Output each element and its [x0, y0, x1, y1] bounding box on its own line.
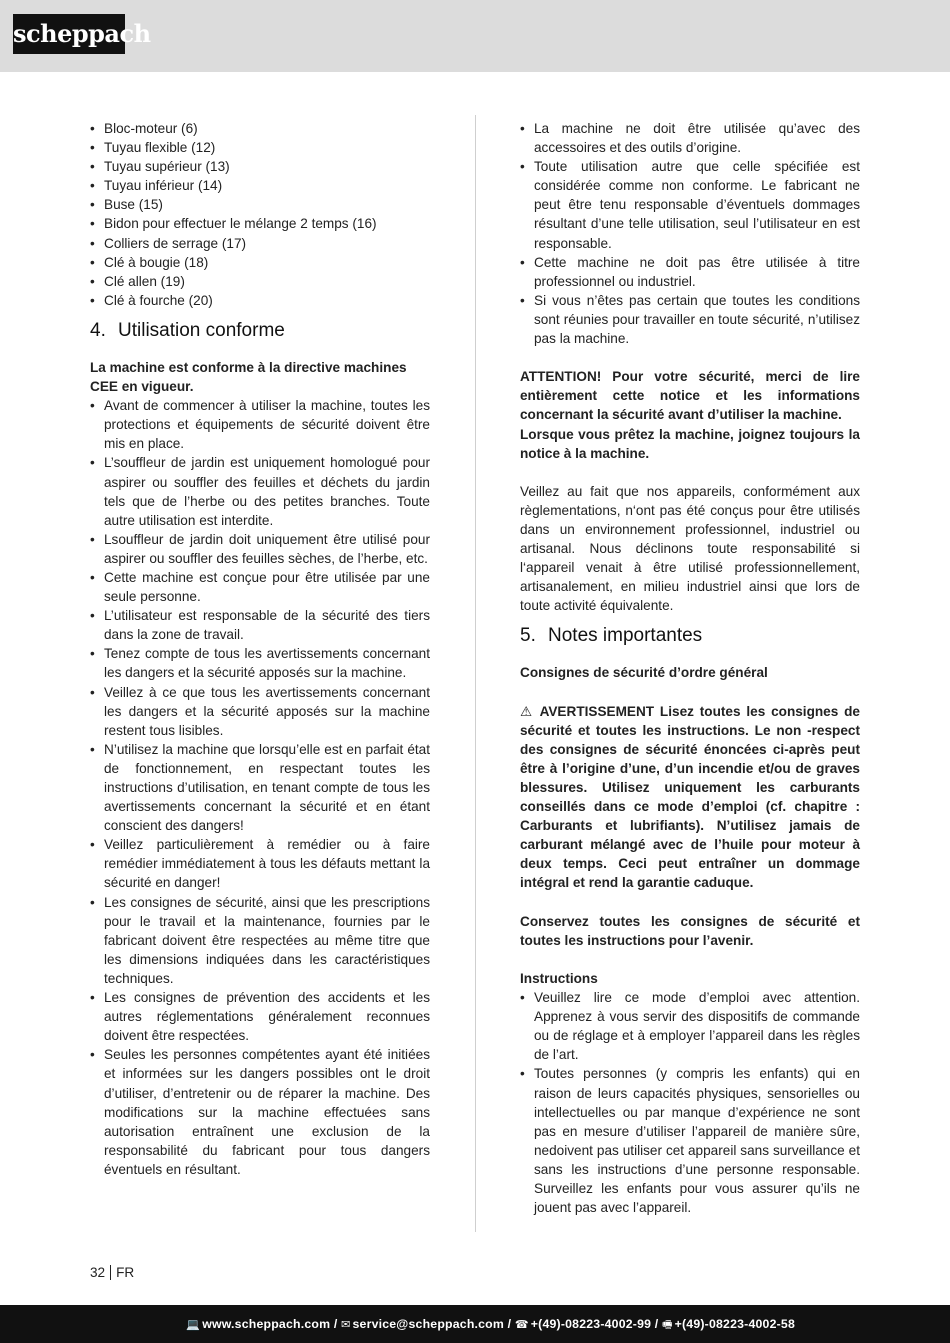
right-column	[520, 119, 860, 1217]
list-item: • Tuyau inférieur (14)	[90, 176, 430, 195]
usage-bullets	[90, 396, 430, 1179]
list-item: • Bidon pour effectuer le mélange 2 temps (16)	[90, 214, 430, 233]
list-item: • Lsouffleur de jardin doit uniquement être utilisé pour aspirer ou souffler des feuilles sèches, de l’herbe, etc.	[90, 530, 430, 568]
left-column	[90, 119, 430, 1179]
warning-icon: ⚠	[520, 703, 535, 719]
lend-notice: Lorsque vous prêtez la machine, joignez toujours la notice à la machine.	[520, 426, 860, 461]
warning-text: AVERTISSEMENT Lisez toutes les consignes de sécurité et toutes les instructions. Le non -respect des consignes de sécurité énoncées ci-après peut être à l’origine d’une, d’un incendie et/ou de graves blessures. Utilisez uniquement les carburants conseillés dans ce mode d’emploi (cf. chapitre : Carburants et lubrifiants). N’utilisez jamais de carburant mélangé avec de l’huile pour moteur à deux temps. Ceci peut entraîner un dommage intégral et rend la garantie caduque.	[520, 703, 860, 891]
professional-use-paragraph: Veillez au fait que nos appareils, conformément aux règlementations, n‘ont pas été conçus pour être utilisés dans un environnement professionnel, industriel ou artisanal. Nous déclinons toute responsabilité si l‘appareil venait à être utilisé professionnellement, artisanalement, en milieu industriel ainsi que lors de toute activité équivalente.	[520, 483, 860, 614]
keep-instructions-notice: Conservez toutes les consignes de sécurité et toutes les instructions pour l’avenir.	[520, 913, 860, 948]
page-header	[0, 0, 950, 72]
list-item: • L’souffleur de jardin est uniquement homologué pour aspirer ou souffler des feuilles et déchets du jardin tels que de l’herbe ou des petites branches. Toute autre utilisation est interdite.	[90, 453, 430, 529]
fax-icon: 🖷	[662, 1319, 673, 1331]
list-item: • N’utilisez la machine que lorsqu’elle est en parfait état de fonctionnement, en respectant toutes les instructions d’utilisation, en tenant compte de tous les avertissements concernant la sécurité et en étant conscient des dangers!	[90, 740, 430, 835]
section-4-title: Utilisation conforme	[118, 319, 285, 341]
usage-bullets-continued	[520, 119, 860, 348]
contact-line	[186, 1316, 795, 1335]
list-item: • Seules les personnes compétentes ayant été initiées et informées sur les dangers possibles ont le droit d’utiliser, d’entretenir ou de réparer la machine. Des modifications sur la machine effectuées sans autorisation entraînent une exclusion de la responsabilité du fabricant pour tous dangers éventuels en résultant.	[90, 1045, 430, 1179]
list-item: • Veillez particulièrement à remédier ou à faire remédier immédiatement à tous les défauts mettant la sécurité en danger!	[90, 835, 430, 892]
list-item: • Colliers de serrage (17)	[90, 234, 430, 253]
fax-number: +(49)-08223-4002-58	[674, 1317, 795, 1331]
list-item: • Bloc-moteur (6)	[90, 119, 430, 138]
list-item: • Tenez compte de tous les avertissements concernant les dangers et la sécurité apposés sur la machine.	[90, 644, 430, 682]
list-item: • Veillez à ce que tous les avertissements concernant les dangers et la sécurité apposés sur la machine restent tous lisibles.	[90, 683, 430, 740]
column-divider	[475, 115, 476, 1232]
list-item: • Tuyau flexible (12)	[90, 138, 430, 157]
list-item: • Clé à bougie (18)	[90, 253, 430, 272]
list-item: • Cette machine est conçue pour être utilisée par une seule personne.	[90, 568, 430, 606]
section-4-number: 4.	[90, 319, 106, 341]
list-item: • Avant de commencer à utiliser la machine, toutes les protections et équipements de sécurité doivent être mis en place.	[90, 396, 430, 453]
list-item: • Clé à fourche (20)	[90, 291, 430, 310]
computer-icon: 💻	[186, 1319, 201, 1331]
section-5-title: Notes importantes	[548, 625, 703, 647]
page-number: 32 FR	[90, 1265, 135, 1280]
section-4-heading	[90, 319, 430, 343]
list-item: • Les consignes de sécurité, ainsi que les prescriptions pour le travail et la maintenance, fournies par le fabricant doivent être respectées au même titre que les dimensions indiquées dans les caractéristiques techniques.	[90, 893, 430, 988]
list-item: • Buse (15)	[90, 195, 430, 214]
list-item: • Clé allen (19)	[90, 272, 430, 291]
language-code: FR	[116, 1265, 135, 1280]
list-item: • Si vous n’êtes pas certain que toutes les conditions sont réunies pour travailler en toute sécurité, n’utilisez pas la machine.	[520, 291, 860, 348]
list-item: • Toutes personnes (y compris les enfants) qui en raison de leurs capacités physiques, sensorielles ou intellectuelles ou par manque d’expérience ne sont pas en mesure d’utiliser l’appareil de manière sûre, nedoivent pas utiliser cet appareil sans surveillance et sans les instructions d’une personne responsable. Surveillez les enfants pour vous assurer qu’ils ne jouent pas avec l’appareil.	[520, 1064, 860, 1217]
section-5-heading	[520, 624, 860, 648]
email-link[interactable]: service@scheppach.com /	[352, 1317, 512, 1331]
mail-icon: ✉	[341, 1319, 351, 1331]
parts-list	[90, 119, 430, 310]
page-footer	[0, 1305, 950, 1343]
list-item: • Les consignes de prévention des accidents et les autres réglementations généralement reconnues doivent être respectées.	[90, 988, 430, 1045]
warning-paragraph	[520, 702, 860, 893]
list-item: • Veuillez lire ce mode d’emploi avec attention. Apprenez à vous servir des dispositifs de commande ou de réglage et à employer l’appareil dans les règles de l’art.	[520, 988, 860, 1064]
attention-notice: ATTENTION! Pour votre sécurité, merci de lire entièrement cette notice et les informations concernant la sécurité avant d’utiliser la machine.	[520, 369, 860, 423]
scheppach-logo: scheppach	[13, 14, 125, 54]
list-item: • L’utilisateur est responsable de la sécurité des tiers dans la zone de travail.	[90, 606, 430, 644]
list-item: • Toute utilisation autre que celle spécifiée est considérée comme non conforme. Le fabricant ne peut être tenu responsable d’éventuels dommages résultant d’une telle utilisation, seul l’utilisateur en est responsable.	[520, 157, 860, 252]
general-safety-heading: Consignes de sécurité d’ordre général	[520, 665, 768, 681]
conformity-statement: La machine est conforme à la directive machines CEE en vigueur.	[90, 359, 407, 395]
instructions-list	[520, 988, 860, 1217]
website-link[interactable]: www.scheppach.com /	[202, 1317, 338, 1331]
phone-icon: ☎	[514, 1319, 529, 1331]
list-item: • Tuyau supérieur (13)	[90, 157, 430, 176]
section-5-number: 5.	[520, 625, 536, 647]
list-item: • Cette machine ne doit pas être utilisée à titre professionnel ou industriel.	[520, 253, 860, 291]
phone-number: +(49)-08223-4002-99 /	[530, 1317, 659, 1331]
list-item: • La machine ne doit être utilisée qu’avec des accessoires et des outils d’origine.	[520, 119, 860, 157]
instructions-heading: Instructions	[520, 970, 598, 986]
